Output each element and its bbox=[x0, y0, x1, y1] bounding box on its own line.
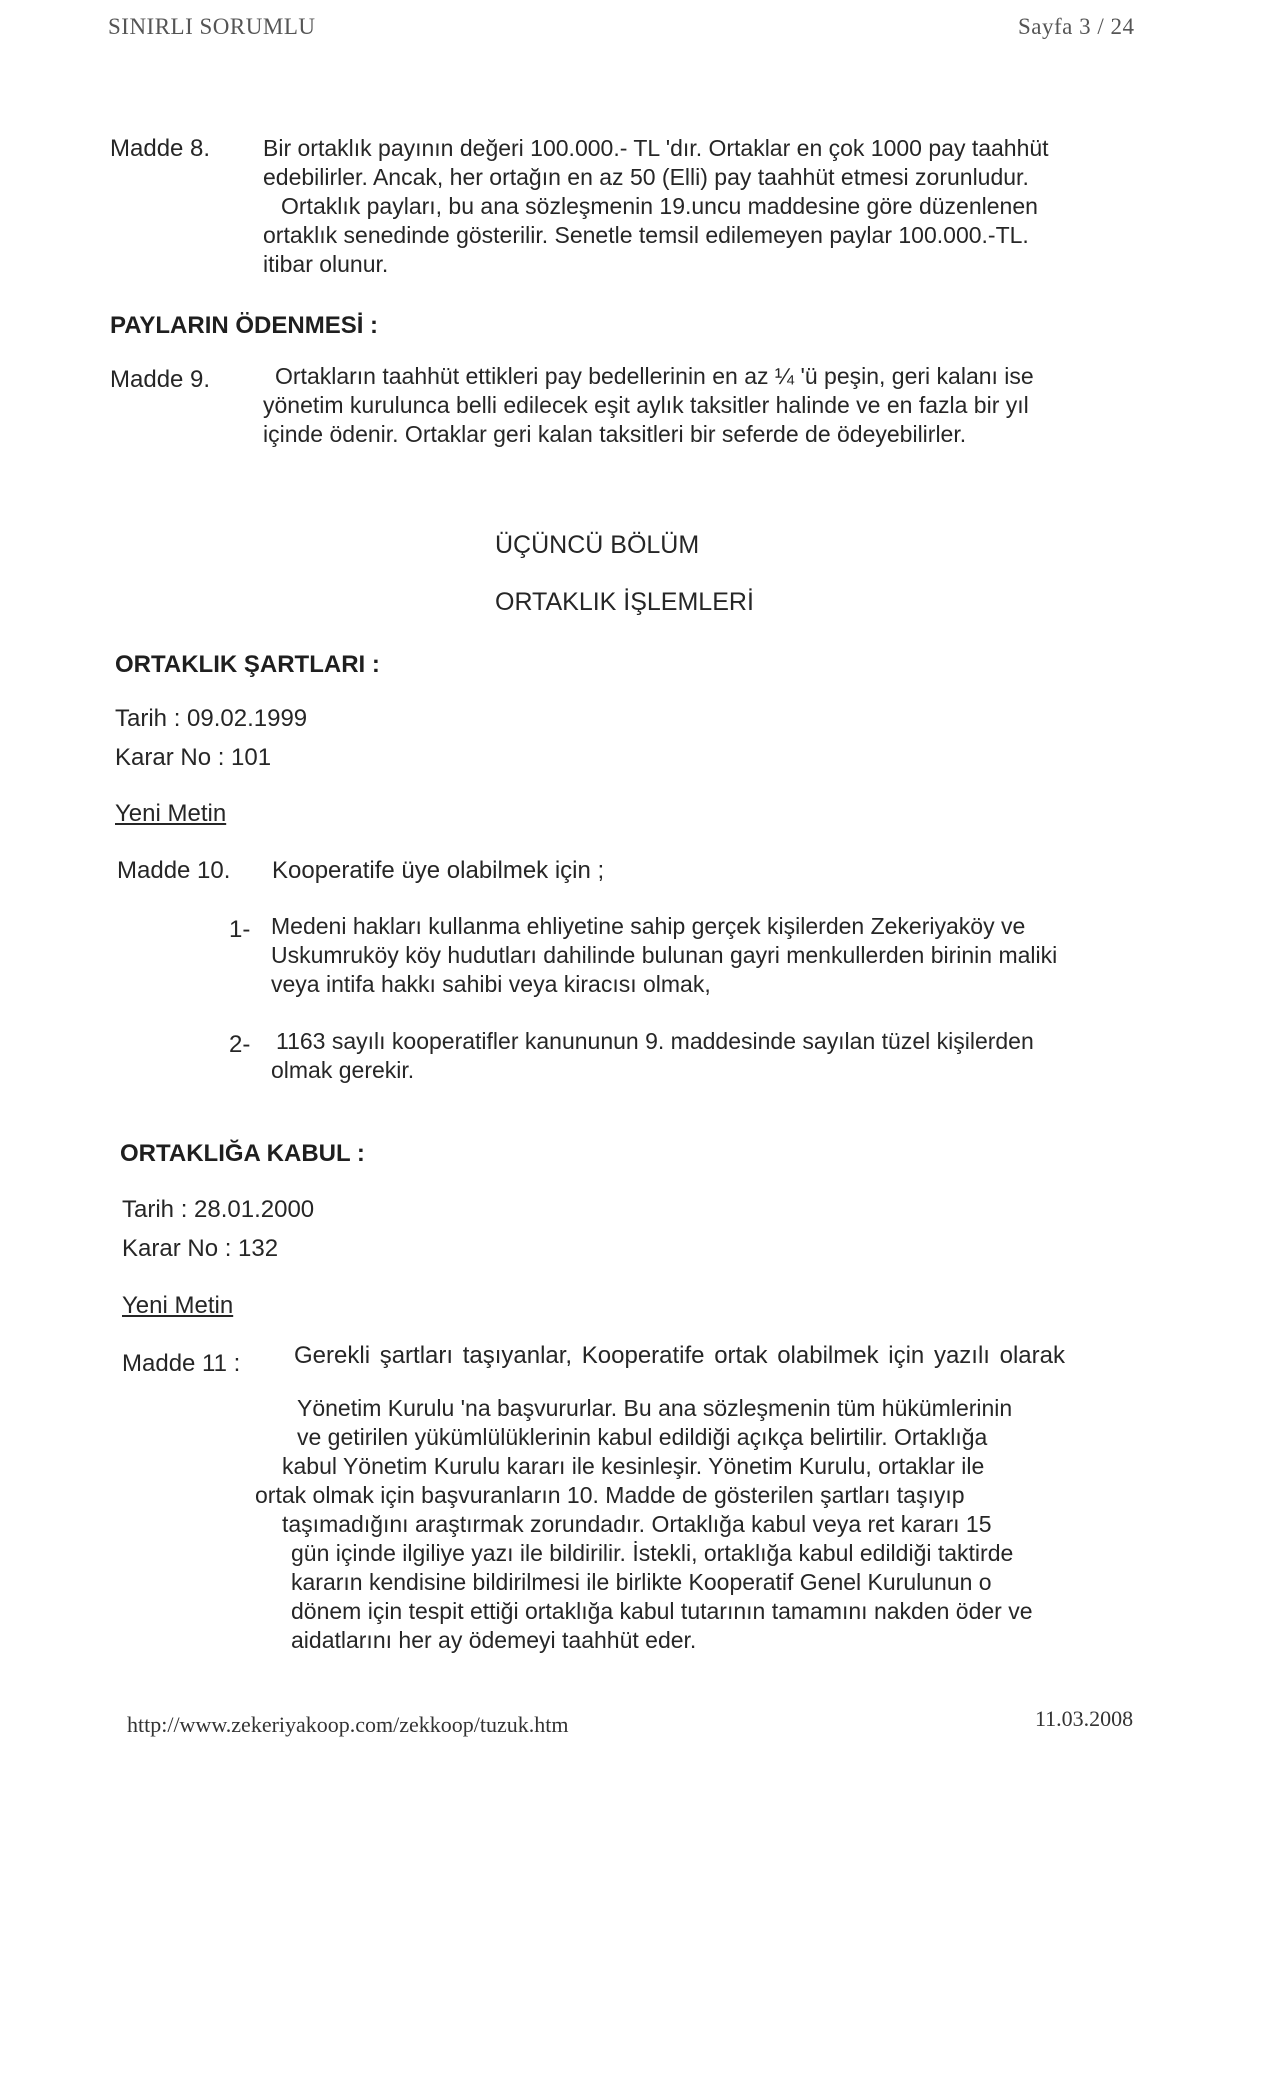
madde-9-label: Madde 9. bbox=[110, 366, 211, 393]
karar-no-2: Karar No : 132 bbox=[122, 1235, 279, 1262]
yeni-metin-2: Yeni Metin bbox=[122, 1292, 234, 1319]
madde-9-line: içinde ödenir. Ortaklar geri kalan taksitleri bir seferde de ödeyebilirler. bbox=[263, 421, 967, 447]
madde-8-line: ortaklık senedinde gösterilir. Senetle temsil edilemeyen paylar 100.000.-TL. bbox=[263, 222, 1029, 248]
madde-11-label: Madde 11 : bbox=[122, 1350, 241, 1377]
list-item-number: 1- bbox=[229, 916, 251, 943]
madde-11-line: gün içinde ilgiliye yazı ile bildirilir. İstekli, ortaklığa kabul edildiği taktirde bbox=[291, 1540, 1014, 1566]
madde-11-line: taşımadığını araştırmak zorundadır. Ortaklığa kabul veya ret kararı 15 bbox=[282, 1511, 992, 1537]
madde-11-first-line: Gerekli şartları taşıyanlar, Kooperatife ortak olabilmek için yazılı olarak bbox=[294, 1342, 1065, 1369]
ortakliga-kabul-heading: ORTAKLIĞA KABUL : bbox=[120, 1140, 365, 1167]
list-item-number: 2- bbox=[229, 1031, 251, 1058]
list-item-line: veya intifa hakkı sahibi veya kiracısı olmak, bbox=[271, 971, 711, 997]
section-title: ÜÇÜNCÜ BÖLÜM bbox=[495, 531, 700, 559]
madde-11-line: ortak olmak için başvuranların 10. Madde de gösterilen şartları taşıyıp bbox=[255, 1482, 965, 1508]
madde-11-text bbox=[255, 1394, 1033, 1655]
madde-10-intro: Kooperatife üye olabilmek için ; bbox=[272, 857, 605, 884]
madde-11-line: dönem için tespit ettiği ortaklığa kabul tutarının tamamını nakden öder ve bbox=[291, 1598, 1033, 1624]
madde-8-label: Madde 8. bbox=[110, 135, 211, 162]
madde-11-line: kararın kendisine bildirilmesi ile birlikte Kooperatif Genel Kurulunun o bbox=[291, 1569, 992, 1595]
madde-8-line: edebilirler. Ancak, her ortağın en az 50 (Elli) pay taahhüt etmesi zorunludur. bbox=[263, 164, 1029, 190]
list-item bbox=[271, 1027, 1034, 1085]
tarih-1: Tarih : 09.02.1999 bbox=[115, 705, 308, 732]
madde-11-line: aidatlarını her ay ödemeyi taahhüt eder. bbox=[291, 1627, 697, 1653]
yeni-metin-1: Yeni Metin bbox=[115, 800, 227, 827]
madde-9-text bbox=[263, 362, 1034, 449]
header-left: SINIRLI SORUMLU bbox=[108, 14, 316, 39]
list-item-line: olmak gerekir. bbox=[271, 1057, 415, 1083]
tarih-2: Tarih : 28.01.2000 bbox=[122, 1196, 315, 1223]
list-item-line: Uskumruköy köy hudutları dahilinde bulunan gayri menkullerden birinin maliki bbox=[271, 942, 1058, 968]
madde-9-line: Ortakların taahhüt ettikleri pay bedellerinin en az ¼ 'ü peşin, geri kalanı ise bbox=[275, 363, 1034, 389]
madde-11-line: Yönetim Kurulu 'na başvururlar. Bu ana sözleşmenin tüm hükümlerinin bbox=[297, 1395, 1013, 1421]
madde-10-label: Madde 10. bbox=[117, 857, 231, 884]
list-item-line: 1163 sayılı kooperatifler kanununun 9. maddesinde sayılan tüzel kişilerden bbox=[276, 1028, 1034, 1054]
madde-9-line: yönetim kurulunca belli edilecek eşit aylık taksitler halinde ve en fazla bir yıl bbox=[263, 392, 1029, 418]
madde-11-line: ve getirilen yükümlülüklerinin kabul edildiği açıkça belirtilir. Ortaklığa bbox=[297, 1424, 988, 1450]
madde-8-text bbox=[263, 134, 1049, 279]
section-subtitle: ORTAKLIK İŞLEMLERİ bbox=[495, 588, 754, 616]
page-number: Sayfa 3 / 24 bbox=[1018, 14, 1135, 39]
list-item-line: Medeni hakları kullanma ehliyetine sahip gerçek kişilerden Zekeriyaköy ve bbox=[271, 913, 1026, 939]
footer-date: 11.03.2008 bbox=[1035, 1706, 1134, 1731]
karar-no-1: Karar No : 101 bbox=[115, 744, 272, 771]
list-item bbox=[271, 912, 1057, 999]
ortaklik-sartlari-heading: ORTAKLIK ŞARTLARI : bbox=[115, 651, 380, 678]
madde-11-line: kabul Yönetim Kurulu kararı ile kesinleşir. Yönetim Kurulu, ortaklar ile bbox=[282, 1453, 985, 1479]
paylarin-odenmesi-heading: PAYLARIN ÖDENMESİ : bbox=[110, 312, 379, 339]
madde-8-line: Ortaklık payları, bu ana sözleşmenin 19.uncu maddesine göre düzenlenen bbox=[281, 193, 1038, 219]
madde-8-line: itibar olunur. bbox=[263, 251, 389, 277]
madde-8-line: Bir ortaklık payının değeri 100.000.- TL 'dır. Ortaklar en çok 1000 pay taahhüt bbox=[263, 135, 1049, 161]
footer-url: http://www.zekeriyakoop.com/zekkoop/tuzuk.htm bbox=[127, 1712, 569, 1737]
